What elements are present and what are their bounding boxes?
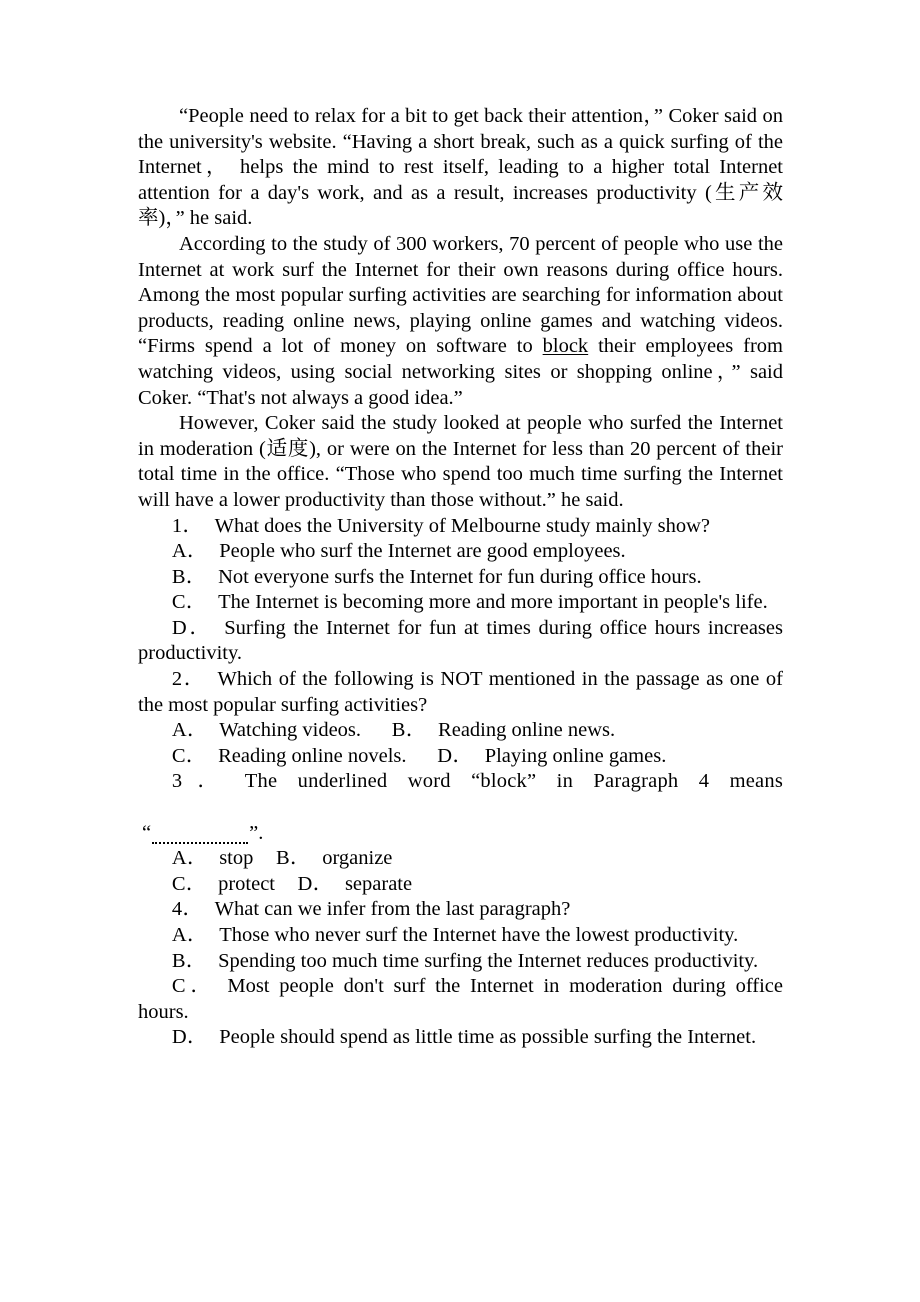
question-1-option-c-label: C． — [171, 591, 207, 614]
question-4-option-d-label: D． — [171, 1026, 208, 1049]
question-3-number: 3． — [171, 770, 234, 793]
question-3-option-d-text[interactable]: separate — [344, 872, 413, 895]
question-4-option-d-text: People should spend as little time as possible surfing the Internet. — [219, 1026, 757, 1049]
question-3-option-c-text[interactable]: protect — [218, 872, 275, 895]
question-1-option-b[interactable] — [138, 565, 783, 591]
question-4-number: 4． — [171, 898, 204, 921]
question-3-close-quote: ”. — [249, 821, 264, 844]
question-3-stem — [138, 769, 783, 820]
question-3-option-b-label[interactable]: B． — [275, 847, 311, 870]
question-1-option-c[interactable] — [138, 590, 783, 616]
underlined-word-block: block — [542, 335, 589, 358]
question-4-option-b-text: Spending too much time surfing the Internet reduces productivity. — [218, 949, 759, 972]
question-2-option-c-label[interactable]: C． — [171, 744, 207, 767]
question-2-stem — [138, 667, 783, 718]
question-3-option-a-label[interactable]: A． — [171, 847, 208, 870]
question-4-option-a[interactable] — [138, 923, 783, 949]
question-2-option-b-text[interactable]: Reading online news. — [438, 719, 616, 742]
question-2-option-b-label[interactable]: B． — [391, 719, 427, 742]
question-3-option-d-label[interactable]: D． — [297, 872, 334, 895]
question-2-option-row-2 — [138, 744, 783, 770]
question-2-stem-text: Which of the following is NOT mentioned in the passage as one of the most popular surfing activities? — [138, 668, 783, 716]
passage-paragraph-2-part-b: their employees from watching videos, using social networking sites or shopping online，” said Coker. “That's not always a good idea.” — [138, 335, 783, 409]
passage-paragraph-2-part-a: According to the study of 300 workers, 70 percent of people who use the Internet at work surf the Internet for their own reasons during office hours. Among the most popular surfing activities are searching for information about products, reading online news, playing online games and watching videos. “Firms spend a lot of money on software to — [138, 232, 783, 358]
question-2-option-a-text[interactable]: Watching videos. — [219, 719, 362, 742]
question-3-option-b-text[interactable]: organize — [322, 847, 393, 870]
question-3-option-a-text[interactable]: stop — [219, 847, 254, 870]
question-2-option-a-label[interactable]: A． — [171, 719, 208, 742]
question-4-option-a-label: A． — [171, 924, 208, 946]
question-3-option-row-2 — [138, 872, 783, 898]
passage-paragraph-3: However, Coker said the study looked at people who surfed the Internet in moderation (适度), or were on the Internet for less than 20 percent of their total time in the office. “Those who spend too much time surfing the Internet will have a lower productivity than those without.” he said. — [138, 412, 783, 511]
question-3-option-c-label[interactable]: C． — [171, 872, 207, 895]
question-1-option-b-label: B． — [171, 565, 207, 588]
question-3-answer-blank[interactable] — [152, 822, 248, 843]
question-2-option-c-text[interactable]: Reading online novels. — [218, 744, 407, 767]
question-1-option-c-text: The Internet is becoming more and more important in people's life. — [218, 591, 768, 614]
question-4-option-c[interactable] — [138, 974, 783, 1025]
question-1-stem-text: What does the University of Melbourne study mainly show? — [214, 514, 710, 537]
question-1-option-d[interactable] — [138, 616, 783, 667]
question-1-stem — [138, 514, 783, 540]
question-4-option-d[interactable] — [138, 1025, 783, 1051]
question-1-option-a-label: A． — [171, 540, 208, 563]
document-body — [138, 104, 783, 1051]
question-2-option-d-text[interactable]: Playing online games. — [484, 744, 667, 767]
question-2-option-d-label[interactable]: D． — [437, 744, 474, 767]
question-4-stem — [138, 897, 783, 923]
question-4-option-a-text: Those who never surf the Internet have the lowest productivity. — [219, 924, 739, 946]
question-1-option-b-text: Not everyone surfs the Internet for fun during office hours. — [218, 565, 702, 588]
question-4-option-b-label: B． — [171, 949, 207, 972]
question-3-stem-text: The underlined word “block” in Paragraph 4 means — [244, 770, 783, 793]
question-4-stem-text: What can we infer from the last paragraph? — [214, 898, 571, 921]
question-2-number: 2． — [171, 668, 207, 691]
question-3-option-row-1 — [138, 846, 783, 872]
question-1-number: 1． — [171, 514, 204, 537]
question-1-option-a-text: People who surf the Internet are good employees. — [219, 540, 626, 563]
passage-paragraph-2 — [138, 232, 783, 411]
question-1-option-d-label: D． — [171, 616, 213, 639]
question-2-option-row-1 — [138, 718, 783, 744]
question-4-option-c-text: Most people don't surf the Internet in moderation during office hours. — [138, 975, 784, 1023]
question-1-option-a[interactable] — [138, 539, 783, 565]
question-3-open-quote: “ — [142, 821, 152, 844]
question-4-option-b[interactable] — [138, 949, 783, 975]
question-4-option-c-label: C． — [171, 975, 217, 998]
question-1-option-d-text: Surfing the Internet for fun at times during office hours increases productivity. — [138, 616, 783, 665]
passage-paragraph-1: “People need to relax for a bit to get back their attention，” Coker said on the university's website. “Having a short break, such as a quick surfing of the Internet， helps the mind to rest itself, leading to a higher total Internet attention for a day's work, and as a result, increases productivity (生产效率)，” he said. — [138, 105, 783, 230]
question-3-blank-line — [138, 821, 783, 847]
